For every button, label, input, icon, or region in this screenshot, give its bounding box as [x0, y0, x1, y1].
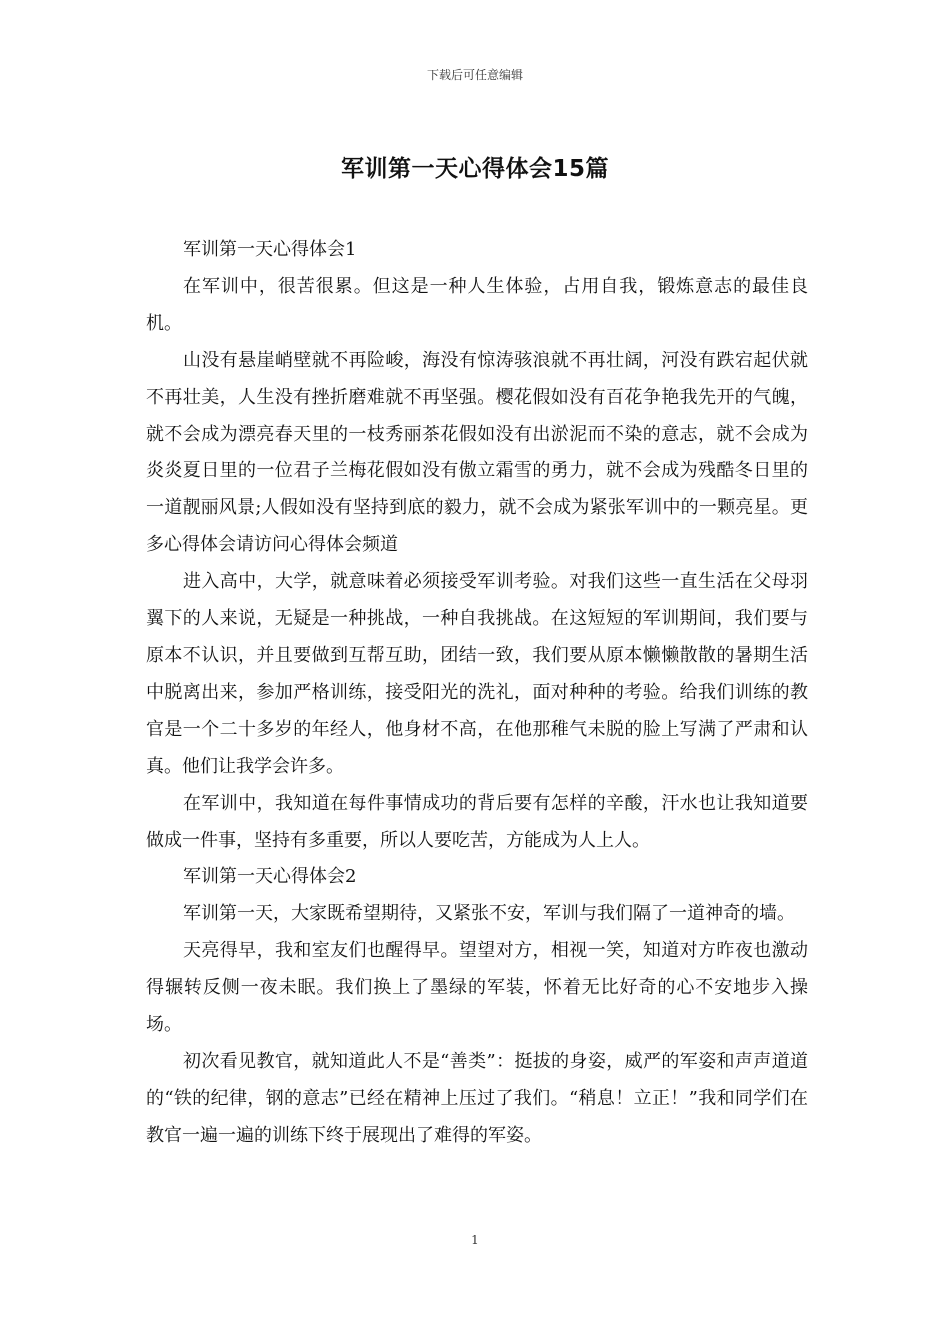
- document-body: [146, 232, 808, 1155]
- page-header-note: 下载后可任意编辑: [426, 68, 523, 82]
- page-number: 1: [471, 1233, 479, 1247]
- section-heading-2: 军训第一天心得体会2: [183, 866, 357, 888]
- paragraph: 山没有悬崖峭壁就不再险峻，海没有惊涛骇浪就不再壮阔，河没有跌宕起伏就不再壮美，人生没有挫折磨难就不再坚强。樱花假如没有百花争艳我先开的气魄，就不会成为漂亮春天里的一枝秀丽茶花假如没有出淤泥而不染的意志，就不会成为炎炎夏日里的一位君子兰梅花假如没有傲立霜雪的勇力，就不会成为残酷冬日里的一道靓丽风景;人假如没有坚持到底的毅力，就不会成为紧张军训中的一颗亮星。更多心得体会请访问心得体会频道: [146, 349, 808, 556]
- paragraph: 军训第一天，大家既希望期待，又紧张不安，军训与我们隔了一道神奇的墙。: [183, 903, 795, 925]
- paragraph: 在军训中，我知道在每件事情成功的背后要有怎样的辛酸，汗水也让我知道要做成一件事，坚持有多重要，所以人要吃苦，方能成为人上人。: [146, 792, 808, 851]
- paragraph: 在军训中，很苦很累。但这是一种人生体验，占用自我，锻炼意志的最佳良机。: [146, 275, 808, 334]
- paragraph: 初次看见教官，就知道此人不是“善类”：挺拔的身姿，威严的军姿和声声道道的“铁的纪律，钢的意志”已经在精神上压过了我们。“稍息！立正！”我和同学们在教官一遍一遍的训练下终于展现出了难得的军姿。: [146, 1050, 808, 1146]
- paragraph: 进入高中，大学，就意味着必须接受军训考验。对我们这些一直生活在父母羽翼下的人来说，无疑是一种挑战，一种自我挑战。在这短短的军训期间，我们要与原本不认识，并且要做到互帮互助，团结一致，我们要从原本懒懒散散的暑期生活中脱离出来，参加严格训练，接受阳光的洗礼，面对种种的考验。给我们训练的教官是一个二十多岁的年经人，他身材不高，在他那稚气未脱的脸上写满了严肃和认真。他们让我学会许多。: [146, 571, 808, 777]
- document-title: 军训第一天心得体会15篇: [340, 156, 609, 182]
- section-heading-1: 军训第一天心得体会1: [183, 239, 357, 260]
- paragraph: 天亮得早，我和室友们也醒得早。望望对方，相视一笑，知道对方昨夜也激动得辗转反侧一夜未眠。我们换上了墨绿的军装，怀着无比好奇的心不安地步入操场。: [146, 940, 808, 1036]
